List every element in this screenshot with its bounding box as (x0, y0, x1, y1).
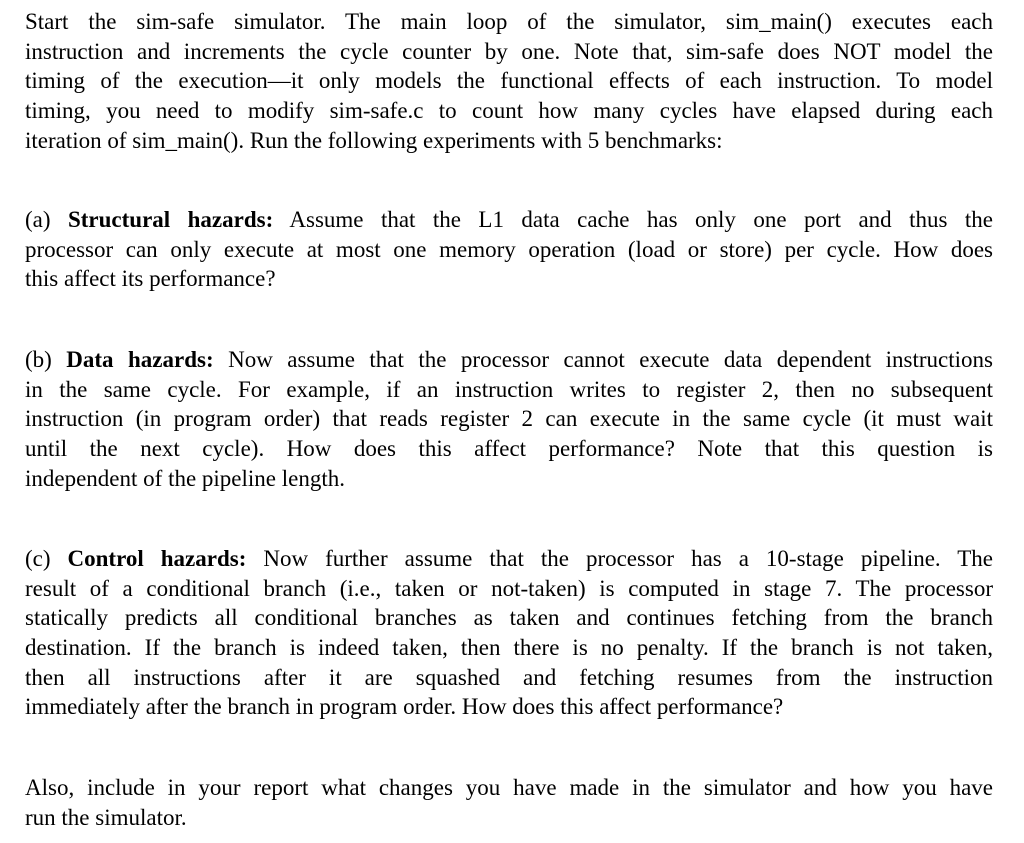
line-text: run the simulator. (25, 804, 187, 830)
structural-hazards-paragraph (25, 205, 993, 294)
line-text: this affect its performance? (25, 266, 276, 292)
text-line (25, 663, 993, 693)
text-line (25, 345, 993, 375)
line-text: statically predicts all conditional branches as taken and continues fetching from the branch (25, 605, 993, 631)
text-line (25, 803, 993, 833)
line-text: Assume that the L1 data cache has only one port and thus the (273, 207, 993, 232)
line-text: destination. If the branch is indeed taken, then there is no penalty. If the branch is not taken, (25, 635, 993, 661)
line-text: immediately after the branch in program order. How does this affect performance? (25, 694, 784, 720)
text-line (25, 235, 993, 265)
hazard-heading: Structural hazards: (67, 207, 274, 232)
text-line (25, 205, 993, 235)
text-line (25, 96, 993, 126)
line-text: instruction and increments the cycle counter by one. Note that, sim-safe does NOT model the (25, 38, 993, 64)
text-line (25, 264, 993, 294)
line-text: until the next cycle). How does this affect performance? Note that this question is (25, 436, 993, 462)
line-text: independent of the pipeline length. (25, 465, 345, 491)
text-line (25, 773, 993, 803)
text-line (25, 66, 993, 96)
text-line (25, 37, 993, 67)
hazard-heading: Data hazards: (66, 347, 214, 372)
hazard-heading: Control hazards: (67, 546, 247, 571)
text-line (25, 404, 993, 434)
text-line (25, 633, 993, 663)
line-text: Now further assume that the processor has a 10-stage pipeline. The (246, 546, 994, 571)
line-text: timing, you need to modify sim-safe.c to count how many cycles have elapsed during each (25, 98, 993, 124)
text-line (25, 603, 993, 633)
item-marker: (c) (25, 546, 68, 571)
text-line (25, 692, 993, 722)
text-line (25, 126, 993, 156)
line-text: then all instructions after it are squashed and fetching resumes from the instruction (25, 664, 993, 690)
text-line (25, 544, 993, 574)
line-text: Also, include in your report what changes you have made in the simulator and how you have (25, 775, 993, 800)
text-line (25, 7, 993, 37)
text-line (25, 464, 993, 494)
report-instructions-paragraph (25, 773, 993, 832)
line-text: iteration of sim_main(). Run the following experiments with 5 benchmarks: (25, 127, 723, 153)
line-text: in the same cycle. For example, if an instruction writes to register 2, then no subsequent (25, 376, 993, 402)
intro-paragraph (25, 7, 993, 155)
line-text: processor can only execute at most one memory operation (load or store) per cycle. How does (25, 236, 993, 262)
line-text: result of a conditional branch (i.e., taken or not-taken) is computed in stage 7. The processor (25, 575, 993, 601)
data-hazards-paragraph (25, 345, 993, 493)
text-line (25, 574, 993, 604)
item-marker: (b) (25, 347, 67, 372)
control-hazards-paragraph (25, 544, 993, 722)
text-line (25, 375, 993, 405)
line-text: Start the sim-safe simulator. The main loop of the simulator, sim_main() executes each (25, 9, 993, 34)
line-text: instruction (in program order) that reads register 2 can execute in the same cycle (it must wait (25, 406, 993, 432)
item-marker: (a) (25, 207, 68, 232)
line-text: Now assume that the processor cannot execute data dependent instructions (213, 347, 993, 372)
line-text: timing of the execution—it only models the functional effects of each instruction. To model (25, 68, 993, 94)
text-line (25, 434, 993, 464)
